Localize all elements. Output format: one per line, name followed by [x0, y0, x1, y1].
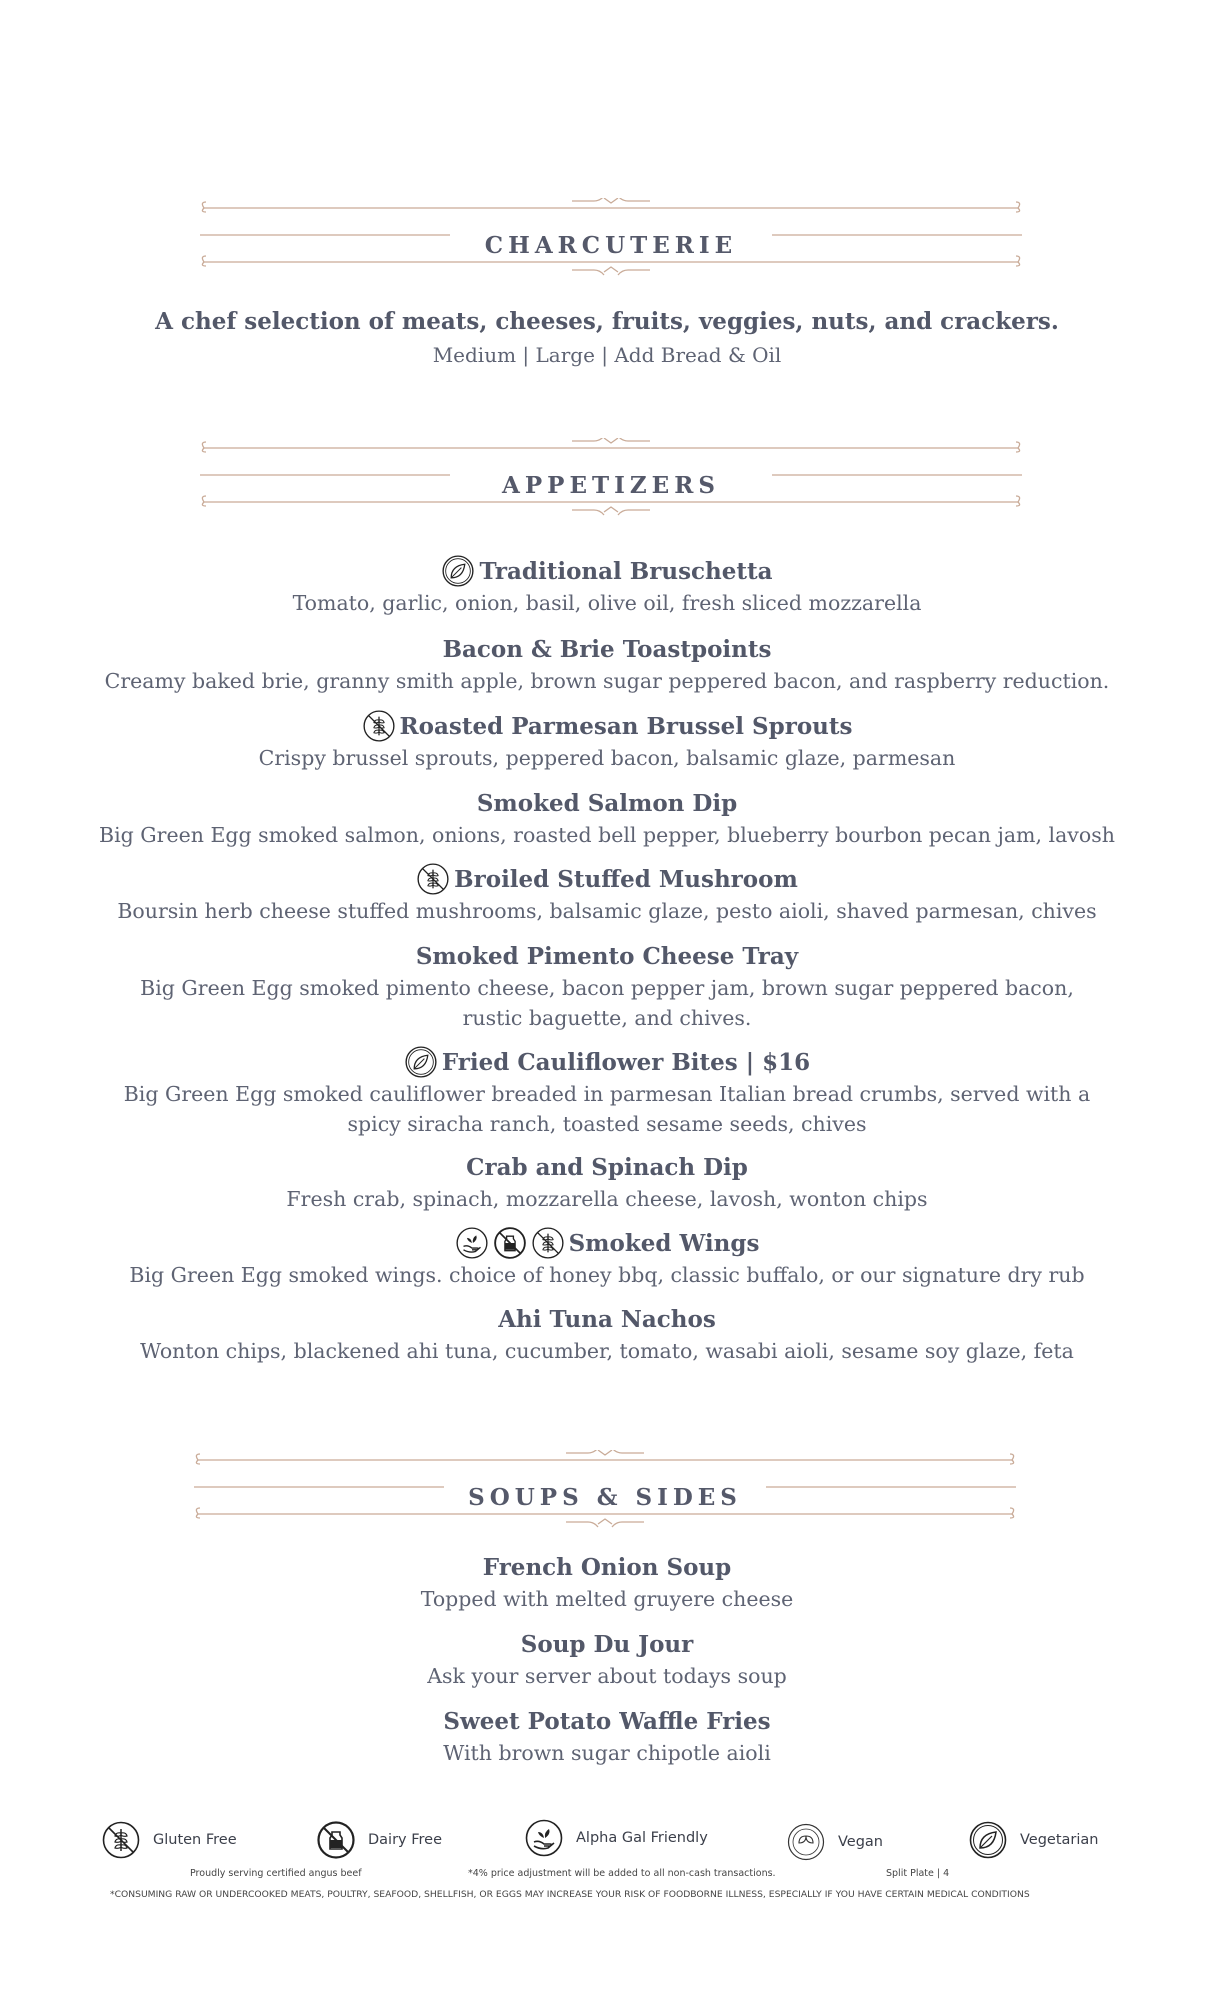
menu-item: [0, 1627, 1214, 1691]
footer-price-adjust: *4% price adjustment will be added to all non-cash transactions.: [468, 1868, 776, 1879]
dairy-free-icon: [493, 1226, 527, 1260]
legend-gluten-free: [101, 1820, 237, 1860]
item-name: Soup Du Jour: [520, 1630, 694, 1658]
menu-item: [0, 632, 1214, 696]
menu-item: [0, 1550, 1214, 1614]
appetizers-header: [200, 438, 1022, 528]
dairy-free-icon: [316, 1820, 356, 1860]
item-description: Big Green Egg smoked pimento cheese, bacon pepper jam, brown sugar peppered bacon, rustic baguette, and chives.: [140, 976, 1074, 1030]
vegetarian-icon: [404, 1045, 438, 1079]
gluten-free-icon: [416, 862, 450, 896]
item-description: Big Green Egg smoked wings. choice of honey bbq, classic buffalo, or our signature dry rub: [129, 1263, 1085, 1287]
charcuterie-description: A chef selection of meats, cheeses, fruits, veggies, nuts, and crackers.: [155, 308, 1059, 335]
footer-angus: Proudly serving certified angus beef: [190, 1868, 362, 1879]
legend-vegetarian: [968, 1820, 1098, 1860]
legend-label: Dairy Free: [368, 1832, 443, 1848]
menu-item: [0, 709, 1214, 773]
menu-item: [0, 1302, 1214, 1366]
legend-dairy-free: [316, 1820, 442, 1860]
menu-item: [0, 554, 1214, 618]
legend-label: Vegan: [838, 1834, 883, 1850]
gluten-free-icon: [362, 709, 396, 743]
legend-vegan: [786, 1822, 883, 1862]
legend-alpha-gal: [524, 1818, 708, 1858]
charcuterie-header: [200, 198, 1022, 288]
item-description: Fresh crab, spinach, mozzarella cheese, lavosh, wonton chips: [286, 1187, 928, 1211]
footer-split-plate: Split Plate | 4: [886, 1868, 950, 1879]
menu-item: [0, 862, 1214, 926]
item-name: Fried Cauliflower Bites | $16: [441, 1048, 811, 1076]
legend-label: Gluten Free: [153, 1832, 237, 1848]
item-description: Topped with melted gruyere cheese: [420, 1587, 794, 1611]
alpha-gal-icon: [455, 1226, 489, 1260]
legend-label: Vegetarian: [1020, 1832, 1099, 1848]
vegetarian-icon: [441, 554, 475, 588]
soups-sides-header: [194, 1450, 1016, 1540]
charcuterie-options: Medium | Large | Add Bread & Oil: [432, 343, 782, 367]
item-description: Boursin herb cheese stuffed mushrooms, balsamic glaze, pesto aioli, shaved parmesan, chives: [117, 899, 1097, 923]
item-description: Tomato, garlic, onion, basil, olive oil, fresh sliced mozzarella: [292, 591, 922, 615]
item-name: Ahi Tuna Nachos: [498, 1305, 716, 1333]
item-description: Wonton chips, blackened ahi tuna, cucumber, tomato, wasabi aioli, sesame soy glaze, feta: [140, 1339, 1074, 1363]
item-name: Traditional Bruschetta: [479, 557, 773, 585]
item-name: Sweet Potato Waffle Fries: [443, 1707, 771, 1735]
item-description: Ask your server about todays soup: [427, 1664, 787, 1688]
menu-item: [0, 939, 1214, 1033]
item-description: With brown sugar chipotle aioli: [443, 1741, 771, 1765]
item-description: Creamy baked brie, granny smith apple, brown sugar peppered bacon, and raspberry reduction.: [104, 669, 1110, 693]
charcuterie-title: CHARCUTERIE: [484, 232, 738, 259]
item-name: French Onion Soup: [482, 1553, 732, 1581]
item-name: Smoked Wings: [568, 1229, 760, 1257]
menu-item: [0, 786, 1214, 850]
item-description: Crispy brussel sprouts, peppered bacon, balsamic glaze, parmesan: [258, 746, 956, 770]
vegan-icon: [786, 1822, 826, 1862]
gluten-free-icon: [531, 1226, 565, 1260]
item-description: Big Green Egg smoked salmon, onions, roasted bell pepper, blueberry bourbon pecan jam, lavosh: [99, 823, 1115, 847]
footer-warning: *CONSUMING RAW OR UNDERCOOKED MEATS, POULTRY, SEAFOOD, SHELLFISH, OR EGGS MAY INCREASE YOUR RISK OF FOODBORNE ILLNESS, ESPECIALLY IF YOU HAVE CERTAIN MEDICAL CONDITIONS: [110, 1889, 1030, 1900]
legend-label: Alpha Gal Friendly: [576, 1830, 708, 1846]
soups-sides-title: SOUPS & SIDES: [468, 1484, 742, 1511]
item-name: Broiled Stuffed Mushroom: [454, 865, 798, 893]
menu-item: [0, 1226, 1214, 1290]
item-name: Crab and Spinach Dip: [466, 1153, 748, 1181]
menu-item: [0, 1150, 1214, 1214]
appetizers-title: APPETIZERS: [502, 472, 720, 499]
menu-item: [0, 1045, 1214, 1139]
item-name: Smoked Pimento Cheese Tray: [415, 942, 799, 970]
item-name: Bacon & Brie Toastpoints: [442, 635, 772, 663]
vegetarian-icon: [968, 1820, 1008, 1860]
item-name: Smoked Salmon Dip: [476, 789, 738, 817]
alpha-gal-icon: [524, 1818, 564, 1858]
gluten-free-icon: [101, 1820, 141, 1860]
menu-item: [0, 1704, 1214, 1768]
charcuterie-block: [0, 308, 1214, 367]
item-description: Big Green Egg smoked cauliflower breaded in parmesan Italian bread crumbs, served with a spicy siracha ranch, toasted sesame seeds, chives: [123, 1082, 1091, 1136]
item-name: Roasted Parmesan Brussel Sprouts: [399, 712, 853, 740]
